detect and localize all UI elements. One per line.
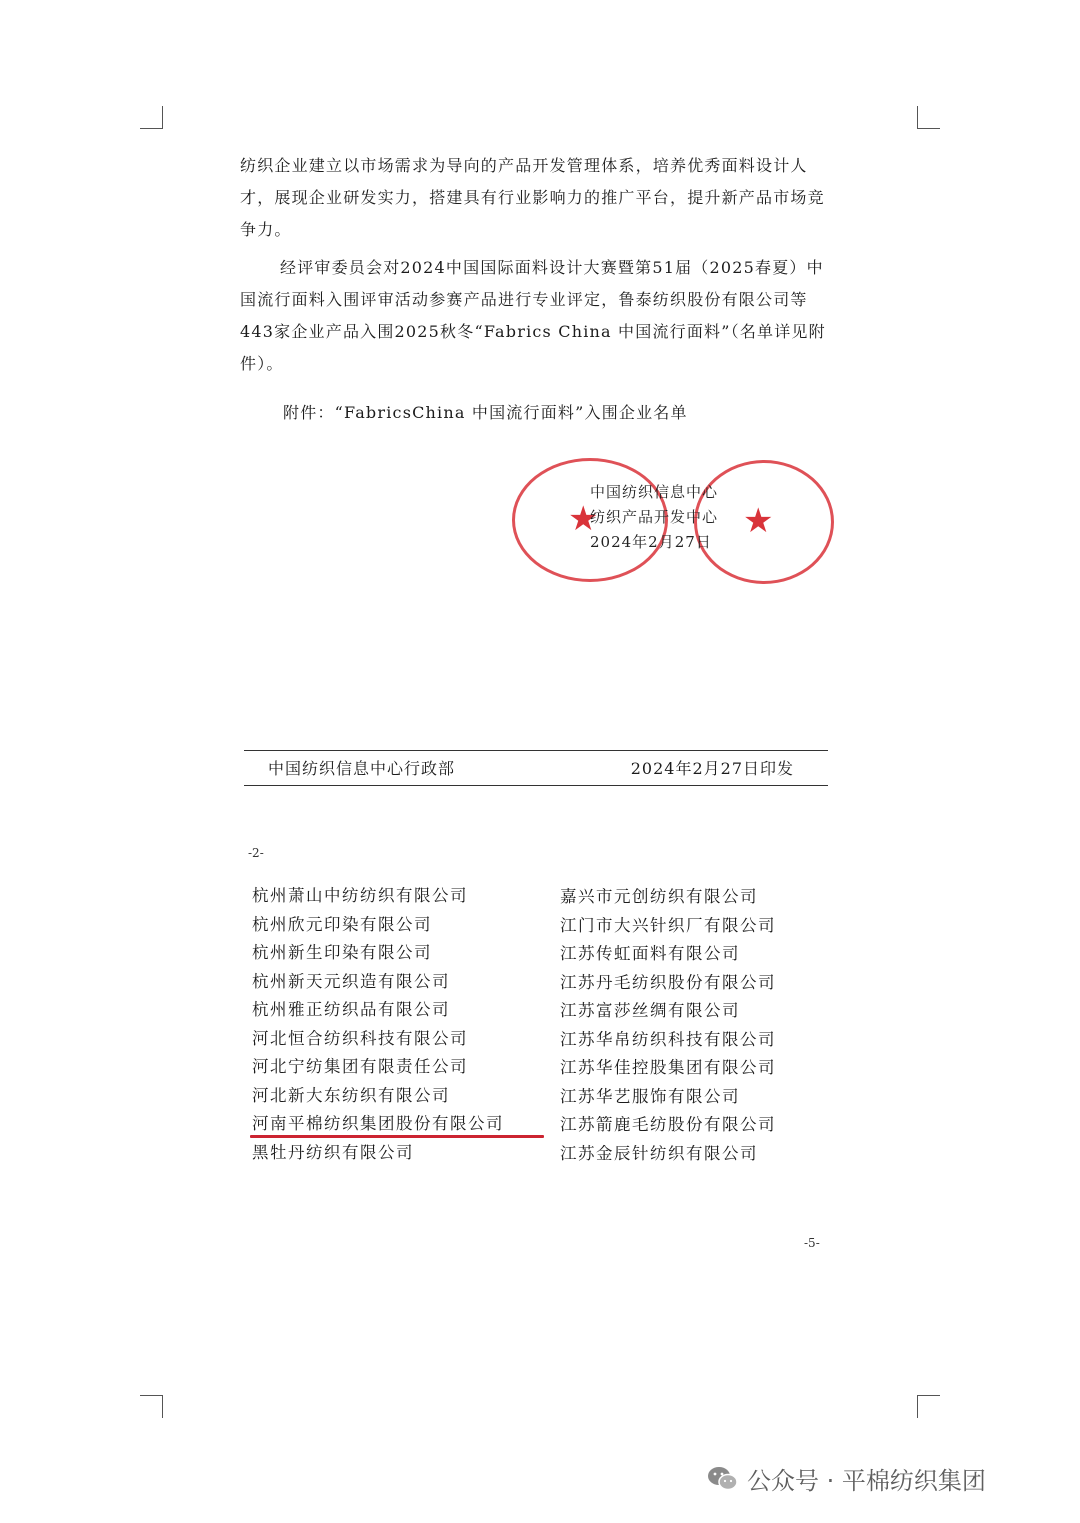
list-item: 黑牡丹纺织有限公司 [252, 1142, 414, 1162]
body-paragraph-1: 纺织企业建立以市场需求为导向的产品开发管理体系，培养优秀面料设计人才，展现企业研发实力，搭建具有行业影响力的推广平台，提升新产品市场竞争力。 [240, 156, 825, 239]
page-number-current: -5- [804, 1236, 820, 1250]
footer-issue-date: 2024年2月27日印发 [630, 759, 794, 778]
page-number-previous: -2- [248, 846, 264, 860]
list-item: 江门市大兴针织厂有限公司 [560, 915, 776, 935]
list-item: 河北宁纺集团有限责任公司 [252, 1057, 468, 1076]
list-item: 杭州新天元织造有限公司 [252, 971, 450, 991]
signing-date: 2024年2月27日 [590, 533, 712, 551]
highlighted-company: 河南平棉纺织集团股份有限公司 [252, 1114, 504, 1133]
wechat-icon [707, 1466, 739, 1492]
attachment-line: 附件：“FabricsChina 中国流行面料”入围企业名单 [283, 403, 688, 422]
company-list-left [252, 882, 504, 1167]
crop-mark-bottom-left [140, 1395, 163, 1418]
list-item: 江苏华艺服饰有限公司 [560, 1086, 740, 1106]
crop-mark-top-left [140, 106, 163, 129]
list-item: 江苏箭鹿毛纺股份有限公司 [560, 1115, 776, 1134]
list-item: 江苏丹毛纺织股份有限公司 [560, 972, 776, 992]
list-item: 杭州新生印染有限公司 [252, 943, 432, 962]
list-item: 河北新大东纺织有限公司 [252, 1085, 450, 1105]
highlight-underline [250, 1135, 544, 1138]
crop-mark-bottom-right [917, 1395, 940, 1418]
list-item: 江苏华帛纺织科技有限公司 [560, 1029, 776, 1049]
watermark [707, 1461, 986, 1496]
company-list-right [560, 883, 776, 1168]
list-item: 杭州雅正纺织品有限公司 [252, 1000, 450, 1019]
footer-issuer: 中国纺织信息中心行政部 [268, 759, 456, 778]
seal-star-icon: ★ [568, 499, 599, 539]
list-item: 江苏富莎丝绸有限公司 [560, 1001, 740, 1020]
watermark-text: 公众号 · 平棉纺织集团 [747, 1467, 986, 1495]
list-item: 江苏华佳控股集团有限公司 [560, 1058, 776, 1077]
list-item: 嘉兴市元创纺织有限公司 [560, 887, 758, 906]
list-item: 河北恒合纺织科技有限公司 [252, 1028, 468, 1048]
list-item: 江苏金辰针纺织有限公司 [560, 1143, 758, 1163]
issuance-footer [244, 750, 828, 786]
list-item: 江苏传虹面料有限公司 [560, 944, 740, 963]
body-paragraph-2: 经评审委员会对2024中国国际面料设计大赛暨第51届（2025春夏）中国流行面料入围评审活动参赛产品进行专业评定，鲁泰纺织股份有限公司等443家企业产品入围2025秋冬“Fabrics China 中国流行面料”（名单详见附件）。 [240, 258, 826, 373]
seal-star-icon: ★ [743, 501, 774, 541]
list-item: 杭州欣元印染有限公司 [252, 914, 432, 934]
list-item: 杭州萧山中纺纺织有限公司 [252, 886, 468, 905]
signer-org-1: 中国纺织信息中心 [590, 483, 719, 501]
crop-mark-top-right [917, 106, 940, 129]
signer-org-2: 纺织产品开发中心 [590, 508, 719, 526]
